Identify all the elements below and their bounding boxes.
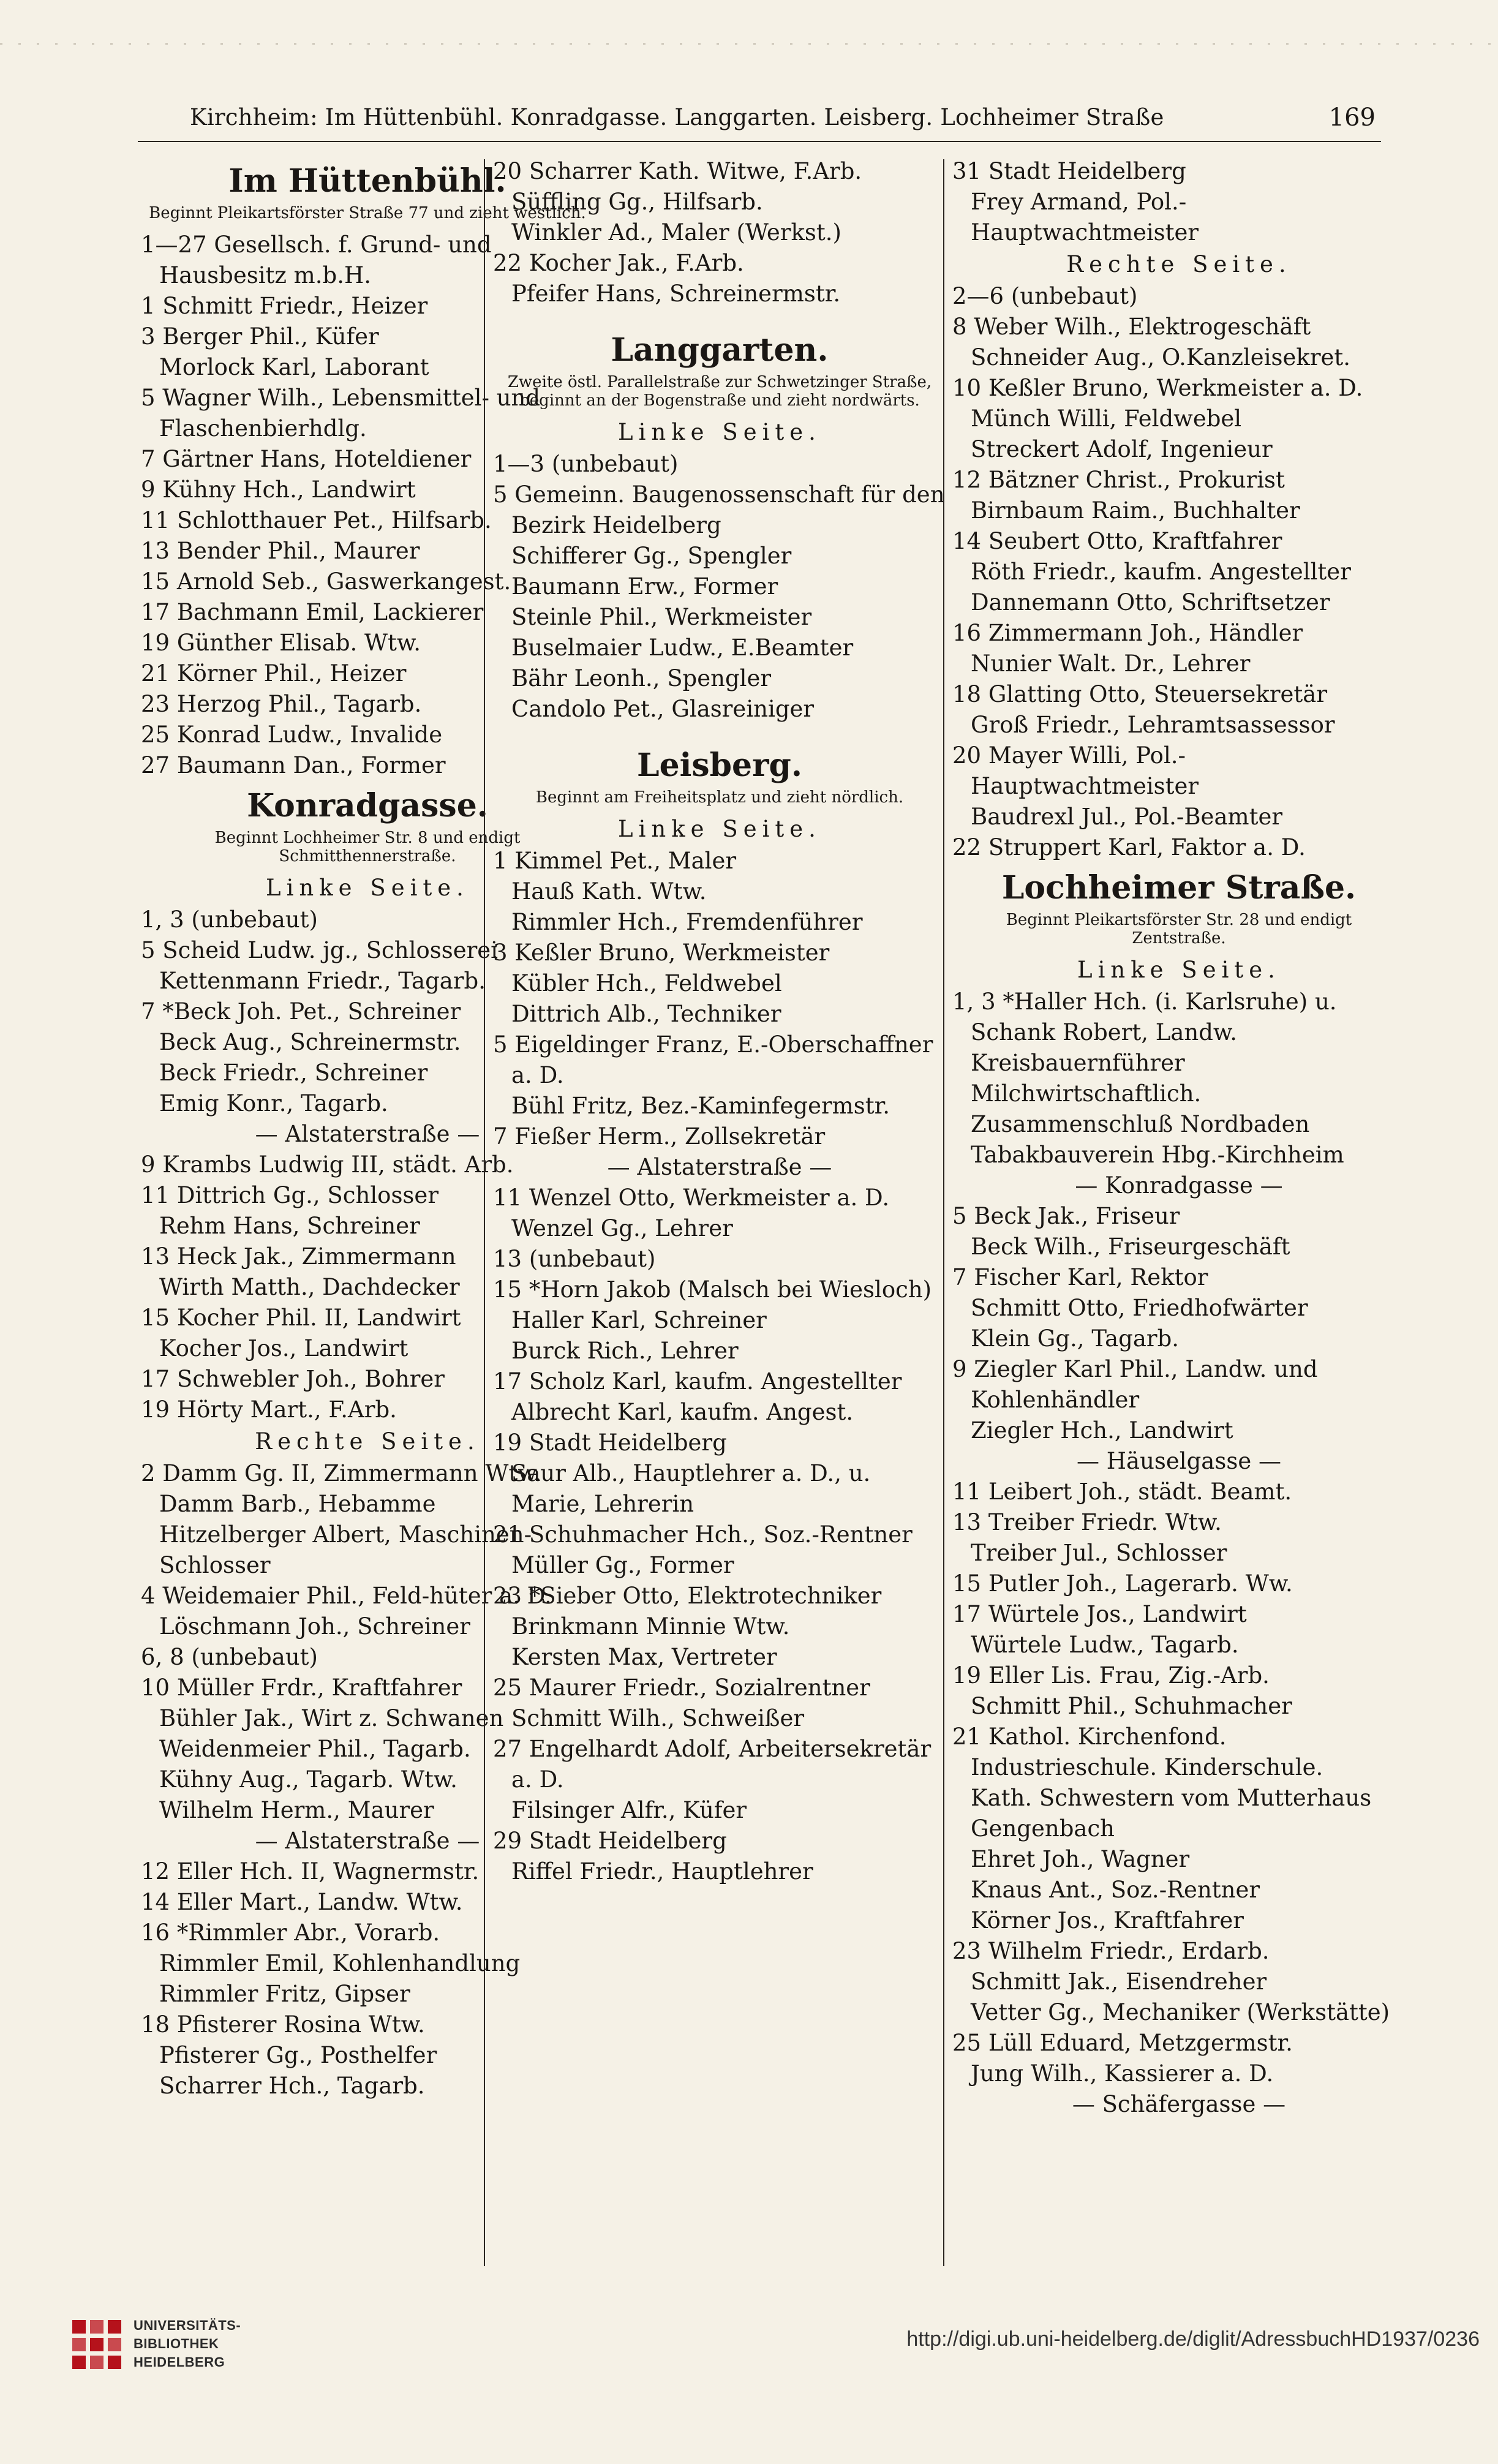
address-entry: 9 Kühny Hch., Landwirt [141, 477, 416, 503]
street-description: Beginnt Lochheimer Str. 8 und endigt Schmitthennerstraße. [214, 829, 521, 865]
address-entry: 13 Heck Jak., Zimmermann [141, 1243, 456, 1270]
address-entry: 17 Würtele Jos., Landwirt [952, 1601, 1247, 1627]
resident-entry: Ziegler Hch., Landwirt [971, 1417, 1233, 1444]
address-entry: 17 Bachmann Emil, Lackierer [141, 599, 484, 625]
address-entry: 7 Gärtner Hans, Hoteldiener [141, 446, 472, 472]
address-entry: 3 Keßler Bruno, Werkmeister [493, 940, 830, 966]
university-library-logo-icon [67, 2315, 126, 2374]
address-entry: 11 Schlotthauer Pet., Hilfsarb. [141, 507, 492, 533]
resident-entry: Knaus Ant., Soz.-Rentner [971, 1877, 1260, 1903]
street-description: Beginnt am Freiheitsplatz und zieht nördlich. [535, 788, 904, 807]
resident-entry: Birnbaum Raim., Buchhalter [971, 497, 1300, 524]
address-entry: 10 Keßler Bruno, Werkmeister a. D. [952, 375, 1363, 401]
resident-entry: Scharrer Hch., Tagarb. [159, 2073, 425, 2099]
address-entry: 25 Maurer Friedr., Sozialrentner [493, 1675, 870, 1701]
resident-entry: Morlock Karl, Laborant [159, 354, 429, 380]
side-heading: Linke Seite. [618, 816, 821, 842]
address-entry: 19 Hörty Mart., F.Arb. [141, 1396, 397, 1423]
cross-street-marker: — Alstaterstraße — [255, 1121, 480, 1147]
header-rule [138, 141, 1381, 142]
resident-entry: Röth Friedr., kaufm. Angestellter [971, 559, 1351, 585]
resident-entry: Löschmann Joh., Schreiner [159, 1613, 470, 1640]
address-entry: 11 Dittrich Gg., Schlosser [141, 1182, 439, 1208]
resident-entry: Müller Gg., Former [511, 1552, 734, 1578]
resident-entry: Milchwirtschaftlich. Zusammenschluß Nordbaden [971, 1080, 1310, 1137]
address-entry: 1—3 (unbebaut) [493, 451, 679, 477]
resident-entry: Damm Barb., Hebamme [159, 1491, 436, 1517]
resident-entry: Körner Jos., Kraftfahrer [971, 1907, 1244, 1934]
address-entry: 14 Eller Mart., Landw. Wtw. [141, 1889, 463, 1915]
street-description: Zweite östl. Parallelstraße zur Schwetzinger Straße, beginnt an der Bogenstraße und zieht nordwärts. [507, 373, 932, 410]
street-description: Beginnt Pleikartsförster Str. 28 und endigt Zentstraße. [1006, 911, 1352, 948]
address-entry: 5 Wagner Wilh., Lebensmittel- und Flaschenbierhdlg. [141, 385, 541, 442]
column-divider-1 [484, 159, 485, 2266]
address-entry: 12 Eller Hch. II, Wagnermstr. [141, 1858, 480, 1885]
address-entry: 7 Fischer Karl, Rektor [952, 1264, 1208, 1290]
resident-entry: Beck Friedr., Schreiner [159, 1060, 428, 1086]
resident-entry: Rehm Hans, Schreiner [159, 1213, 420, 1239]
side-heading: Linke Seite. [266, 875, 469, 901]
address-entry: 11 Wenzel Otto, Werkmeister a. D. [493, 1185, 890, 1211]
resident-entry: Rimmler Hch., Fremdenführer [511, 909, 863, 935]
address-entry: 22 Kocher Jak., F.Arb. [493, 250, 744, 276]
resident-entry: Bähr Leonh., Spengler [511, 665, 772, 691]
resident-entry: Filsinger Alfr., Küfer [511, 1797, 747, 1823]
address-entry: 17 Scholz Karl, kaufm. Angestellter [493, 1368, 902, 1395]
resident-entry: Groß Friedr., Lehramtsassessor [971, 712, 1335, 738]
address-entry: 21 Schuhmacher Hch., Soz.-Rentner [493, 1521, 913, 1548]
library-name-line-2: BIBLIOTHEK [134, 2336, 219, 2351]
address-entry: 1—27 Gesellsch. f. Grund- und Hausbesitz m.b.H. [141, 232, 492, 288]
library-logo[interactable] [67, 2315, 241, 2376]
column-middle [493, 156, 946, 1887]
street-description: Beginnt Pleikartsförster Straße 77 und zieht westlich. [149, 204, 586, 222]
address-entry: 7 Fießer Herm., Zollsekretär [493, 1123, 826, 1150]
side-heading: Rechte Seite. [1066, 251, 1292, 277]
resident-entry: Jung Wilh., Kassierer a. D. [971, 2060, 1274, 2087]
resident-entry: Winkler Ad., Maler (Werkst.) [511, 219, 841, 246]
resident-entry: Kettenmann Friedr., Tagarb. [159, 968, 486, 994]
address-entry: 21 Körner Phil., Heizer [141, 660, 407, 687]
resident-entry: Kath. Schwestern vom Mutterhaus Gengenbach [971, 1785, 1372, 1842]
library-name-line-1: UNIVERSITÄTS- [134, 2318, 241, 2333]
address-entry: 1, 3 (unbebaut) [141, 906, 318, 933]
address-entry: 14 Seubert Otto, Kraftfahrer [952, 528, 1282, 554]
address-entry: 5 Scheid Ludw. jg., Schlosserei [141, 937, 499, 963]
resident-entry: Schmitt Otto, Friedhofwärter [971, 1295, 1308, 1321]
resident-entry: Burck Rich., Lehrer [511, 1338, 739, 1364]
resident-entry: Pfisterer Gg., Posthelfer [159, 2042, 437, 2068]
resident-entry: Schneider Aug., O.Kanzleisekret. [971, 344, 1351, 371]
address-entry: 8 Weber Wilh., Elektrogeschäft [952, 314, 1311, 340]
library-name [134, 2316, 268, 2372]
address-entry: 18 Glatting Otto, Steuersekretär [952, 681, 1328, 707]
resident-entry: Tabakbauverein Hbg.-Kirchheim [971, 1142, 1344, 1168]
address-entry: 29 Stadt Heidelberg [493, 1828, 727, 1854]
resident-entry: Dannemann Otto, Schriftsetzer [971, 589, 1330, 616]
resident-entry: Kübler Hch., Feldwebel [511, 970, 782, 997]
resident-entry: Schmitt Jak., Eisendreher [971, 1969, 1267, 1995]
running-title: Kirchheim: Im Hüttenbühl. Konradgasse. Langgarten. Leisberg. Lochheimer Straße [190, 104, 1164, 130]
resident-entry: Bühler Jak., Wirt z. Schwanen [159, 1705, 504, 1731]
resident-entry: Brinkmann Minnie Wtw. [511, 1613, 790, 1640]
cross-street-marker: — Alstaterstraße — [607, 1154, 832, 1180]
address-entry: 20 Scharrer Kath. Witwe, F.Arb. [493, 158, 862, 184]
address-entry: 16 Zimmermann Joh., Händler [952, 620, 1303, 646]
address-entry: 21 Kathol. Kirchenfond. Industrieschule. Kinderschule. [952, 1724, 1323, 1780]
address-entry: 31 Stadt Heidelberg [952, 158, 1186, 184]
address-entry: 15 Kocher Phil. II, Landwirt [141, 1305, 461, 1331]
resident-entry: Wilhelm Herm., Maurer [159, 1797, 434, 1823]
address-entry: 2 Damm Gg. II, Zimmermann Wtw. [141, 1460, 542, 1486]
resident-entry: Münch Willi, Feldwebel [971, 405, 1242, 432]
address-entry: 15 Putler Joh., Lagerarb. Ww. [952, 1570, 1293, 1597]
street-title: Langgarten. [611, 331, 829, 369]
resident-entry: Schmitt Wilh., Schweißer [511, 1705, 805, 1731]
address-entry: 22 Struppert Karl, Faktor a. D. [952, 834, 1306, 861]
address-entry: 5 Beck Jak., Friseur [952, 1203, 1180, 1229]
side-heading: Linke Seite. [1077, 957, 1281, 983]
resident-entry: Schifferer Gg., Spengler [511, 543, 792, 569]
cross-street-marker: — Konradgasse — [1075, 1172, 1283, 1199]
address-entry: 12 Bätzner Christ., Prokurist [952, 467, 1285, 493]
address-entry: 5 Eigeldinger Franz, E.-Oberschaffner a. D. [493, 1031, 933, 1088]
address-entry: 9 Ziegler Karl Phil., Landw. und Kohlenhändler [952, 1356, 1318, 1413]
address-entry: 16 *Rimmler Abr., Vorarb. [141, 1920, 440, 1946]
resident-entry: Würtele Ludw., Tagarb. [971, 1632, 1239, 1658]
scan-edge-dots [0, 43, 1498, 45]
address-entry: 1 Kimmel Pet., Maler [493, 848, 737, 874]
address-entry: 4 Weidemaier Phil., Feld-hüter a. D. [141, 1583, 552, 1609]
resident-entry: Haller Karl, Schreiner [511, 1307, 767, 1333]
resident-entry: Bühl Fritz, Bez.-Kaminfegermstr. [511, 1093, 890, 1119]
address-entry: 13 Bender Phil., Maurer [141, 538, 420, 564]
resident-entry: Emig Konr., Tagarb. [159, 1090, 388, 1117]
address-entry: 18 Pfisterer Rosina Wtw. [141, 2011, 425, 2038]
street-title: Lochheimer Straße. [1001, 869, 1357, 906]
resident-entry: Kocher Jos., Landwirt [159, 1335, 408, 1362]
address-entry: 25 Lüll Eduard, Metzgermstr. [952, 2030, 1293, 2056]
resident-entry: Buselmaier Ludw., E.Beamter [511, 635, 854, 661]
side-heading: Rechte Seite. [255, 1428, 480, 1455]
resident-entry: Kühny Aug., Tagarb. Wtw. [159, 1766, 457, 1793]
cross-street-marker: — Alstaterstraße — [255, 1828, 480, 1854]
street-title: Konradgasse. [247, 787, 488, 824]
resident-entry: Rimmler Emil, Kohlenhandlung [159, 1950, 521, 1976]
resident-entry: Hauß Kath. Wtw. [511, 878, 707, 905]
street-title: Leisberg. [637, 747, 802, 784]
address-entry: 3 Berger Phil., Küfer [141, 323, 379, 350]
address-entry: 15 Arnold Seb., Gaswerkangest. [141, 568, 511, 595]
library-name-line-3: HEIDELBERG [134, 2354, 225, 2370]
address-entry: 10 Müller Frdr., Kraftfahrer [141, 1675, 462, 1701]
address-entry: 25 Konrad Ludw., Invalide [141, 721, 443, 748]
resident-entry: Süffling Gg., Hilfsarb. [511, 189, 763, 215]
resident-entry: Baudrexl Jul., Pol.-Beamter [971, 804, 1283, 830]
address-entry: 23 Wilhelm Friedr., Erdarb. [952, 1938, 1270, 1964]
resident-entry: Hitzelberger Albert, Maschinen-Schlosser [159, 1521, 532, 1578]
resident-entry: Nunier Walt. Dr., Lehrer [971, 650, 1251, 677]
resident-entry: Frey Armand, Pol.-Hauptwachtmeister [971, 189, 1199, 246]
resident-entry: Riffel Friedr., Hauptlehrer [511, 1858, 813, 1885]
resident-entry: Weidenmeier Phil., Tagarb. [159, 1736, 471, 1762]
address-entry: 2—6 (unbebaut) [952, 283, 1138, 309]
source-url-link[interactable]: http://digi.ub.uni-heidelberg.de/diglit/AdressbuchHD1937/0236 [906, 2327, 1480, 2351]
address-entry: 23 Herzog Phil., Tagarb. [141, 691, 422, 717]
address-entry: 5 Gemeinn. Baugenossenschaft für den Bezirk Heidelberg [493, 481, 945, 538]
address-entry: 19 Günther Elisab. Wtw. [141, 630, 421, 656]
resident-entry: Baumann Erw., Former [511, 573, 778, 600]
address-entry: 17 Schwebler Joh., Bohrer [141, 1366, 445, 1392]
street-title: Im Hüttenbühl. [228, 162, 506, 200]
resident-entry: Wenzel Gg., Lehrer [511, 1215, 733, 1241]
address-entry: 27 Baumann Dan., Former [141, 752, 446, 778]
resident-entry: Albrecht Karl, kaufm. Angest. [511, 1399, 854, 1425]
address-entry: 27 Engelhardt Adolf, Arbeitersekretär a. D. [493, 1736, 932, 1793]
cross-street-marker: — Schäfergasse — [1072, 2091, 1286, 2117]
column-divider-2 [943, 159, 944, 2266]
side-heading: Linke Seite. [618, 419, 821, 445]
address-entry: 7 *Beck Joh. Pet., Schreiner [141, 998, 461, 1025]
address-entry: 9 Krambs Ludwig III, städt. Arb. [141, 1151, 514, 1178]
resident-entry: Streckert Adolf, Ingenieur [971, 436, 1273, 462]
address-entry: 19 Stadt Heidelberg [493, 1430, 727, 1456]
address-entry: 20 Mayer Willi, Pol.-Hauptwachtmeister [952, 742, 1199, 799]
column-right [952, 156, 1406, 2120]
resident-entry: Beck Wilh., Friseurgeschäft [971, 1234, 1290, 1260]
address-entry: 11 Leibert Joh., städt. Beamt. [952, 1479, 1292, 1505]
resident-entry: Steinle Phil., Werkmeister [511, 604, 812, 630]
address-entry: 15 *Horn Jakob (Malsch bei Wiesloch) [493, 1276, 932, 1303]
resident-entry: Schmitt Phil., Schuhmacher [971, 1693, 1292, 1719]
resident-entry: Beck Aug., Schreinermstr. [159, 1029, 461, 1055]
resident-entry: Pfeifer Hans, Schreinermstr. [511, 281, 841, 307]
resident-entry: Saur Alb., Hauptlehrer a. D., u. Marie, Lehrerin [511, 1460, 871, 1517]
resident-entry: Kersten Max, Vertreter [511, 1644, 777, 1670]
resident-entry: Dittrich Alb., Techniker [511, 1001, 781, 1027]
address-entry: 23 *Sieber Otto, Elektrotechniker [493, 1583, 882, 1609]
address-entry: 6, 8 (unbebaut) [141, 1644, 318, 1670]
address-entry: 13 Treiber Friedr. Wtw. [952, 1509, 1222, 1535]
resident-entry: Kreisbauernführer [971, 1050, 1185, 1076]
address-entry: 1, 3 *Haller Hch. (i. Karlsruhe) u. Schank Robert, Landw. [952, 989, 1337, 1046]
resident-entry: Ehret Joh., Wagner [971, 1846, 1190, 1872]
resident-entry: Klein Gg., Tagarb. [971, 1325, 1180, 1352]
cross-street-marker: — Häuselgasse — [1076, 1448, 1281, 1474]
address-entry: 19 Eller Lis. Frau, Zig.-Arb. [952, 1662, 1270, 1689]
resident-entry: Wirth Matth., Dachdecker [159, 1274, 460, 1300]
resident-entry: Rimmler Fritz, Gipser [159, 1981, 410, 2007]
address-entry: 1 Schmitt Friedr., Heizer [141, 293, 428, 319]
resident-entry: Treiber Jul., Schlosser [971, 1540, 1227, 1566]
resident-entry: Vetter Gg., Mechaniker (Werkstätte) [971, 1999, 1390, 2025]
address-entry: 13 (unbebaut) [493, 1246, 656, 1272]
page-number: 169 [1328, 104, 1376, 132]
resident-entry: Candolo Pet., Glasreiniger [511, 696, 815, 722]
